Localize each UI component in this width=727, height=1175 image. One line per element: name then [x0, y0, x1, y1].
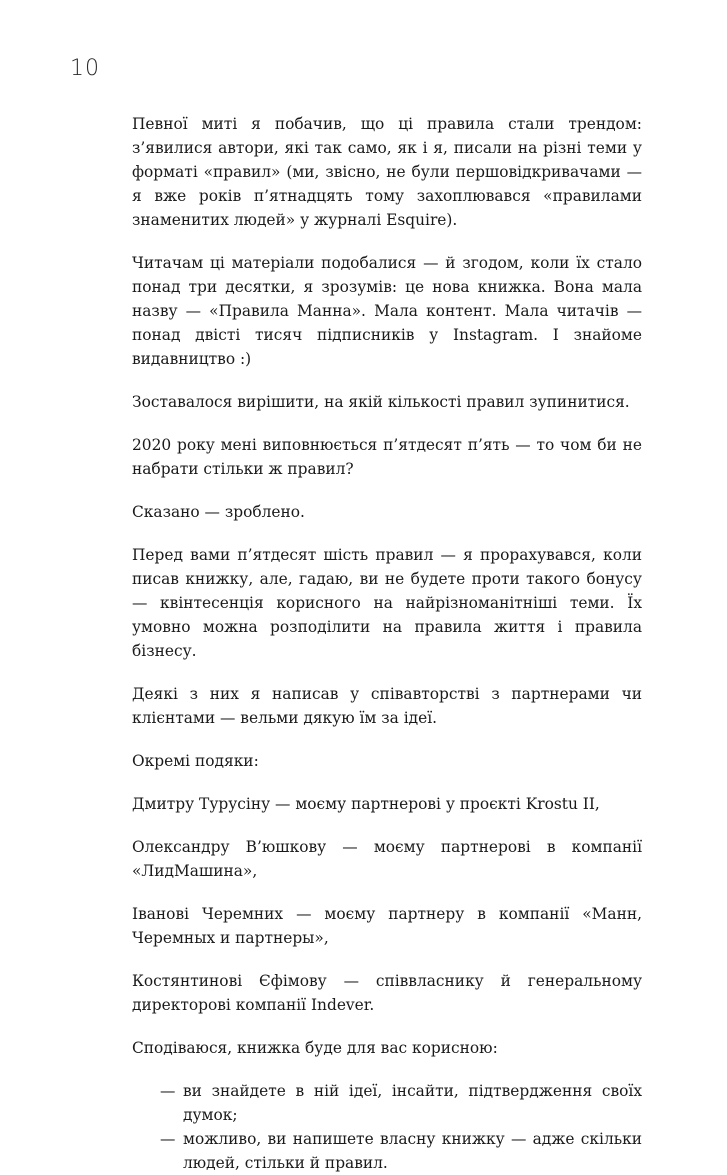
paragraph-hope: Сподіваюся, книжка буде для вас корисною:: [132, 1039, 498, 1057]
page-number: 10: [70, 56, 100, 81]
text-body: [132, 112, 642, 1175]
bullet-list: [132, 1079, 642, 1175]
list-item: [132, 1127, 642, 1175]
list-item-text: можливо, ви напишете власну книжку — адже скільки людей, стільки й правил.: [183, 1130, 642, 1172]
dash-marker: —: [160, 1130, 176, 1148]
paragraph-thanks-heading: Окремі подяки:: [132, 752, 259, 770]
dash-marker: —: [160, 1082, 176, 1100]
paragraph-readers: Читачам ці матеріали подобалися — й згодом, коли їх стало понад три десятки, я зрозумів: це нова книжка. Вона мала назву — «Правила Манна». Мала контент. Мала читачів — понад двісті тисяч підписників у Instagram. І знайоме видавництво :): [132, 254, 642, 368]
list-item-text: ви знайдете в ній ідеї, інсайти, підтвердження своїх думок;: [183, 1082, 642, 1124]
paragraph-decide: Зоставалося вирішити, на якій кількості правил зупинитися.: [132, 393, 630, 411]
paragraph-trend: Певної миті я побачив, що ці правила стали трендом: з’явилися автори, які так само, як і я, писали на різні теми у форматі «правил» (ми, звісно, не були першовідкривачами — я вже років п’ятнадцять тому захоплювався «правилами знаменитих людей» у журналі Esquire).: [132, 115, 642, 229]
paragraph-done: Сказано — зроблено.: [132, 503, 305, 521]
paragraph-thanks-cheremnykh: Іванові Черемних — моєму партнеру в компанії «Манн, Черемных и партнеры»,: [132, 905, 642, 947]
paragraph-thanks-efimov: Костянтинові Єфімову — співвласнику й генеральному директорові компанії Indever.: [132, 972, 642, 1014]
paragraph-thanks-vyushkov: Олександру В’юшкову — моєму партнерові в компанії «ЛидМашина»,: [132, 838, 642, 880]
paragraph-age: 2020 року мені виповнюється п’ятдесят п’ять — то чом би не набрати стільки ж правил?: [132, 436, 642, 478]
paragraph-rules-count: Перед вами п’ятдесят шість правил — я прорахувався, коли писав книжку, але, гадаю, ви не будете проти такого бонусу — квінтесенція корисного на найрізноманітніші теми. Їх умовно можна розподілити на правила життя і правила бізнесу.: [132, 546, 642, 660]
paragraph-coauthors: Деякі з них я написав у співавторстві з партнерами чи клієнтами — вельми дякую їм за ідеї.: [132, 685, 642, 727]
paragraph-thanks-turusin: Дмитру Турусіну — моєму партнерові у проєкті Krostu II,: [132, 795, 600, 813]
list-item: [132, 1079, 642, 1127]
